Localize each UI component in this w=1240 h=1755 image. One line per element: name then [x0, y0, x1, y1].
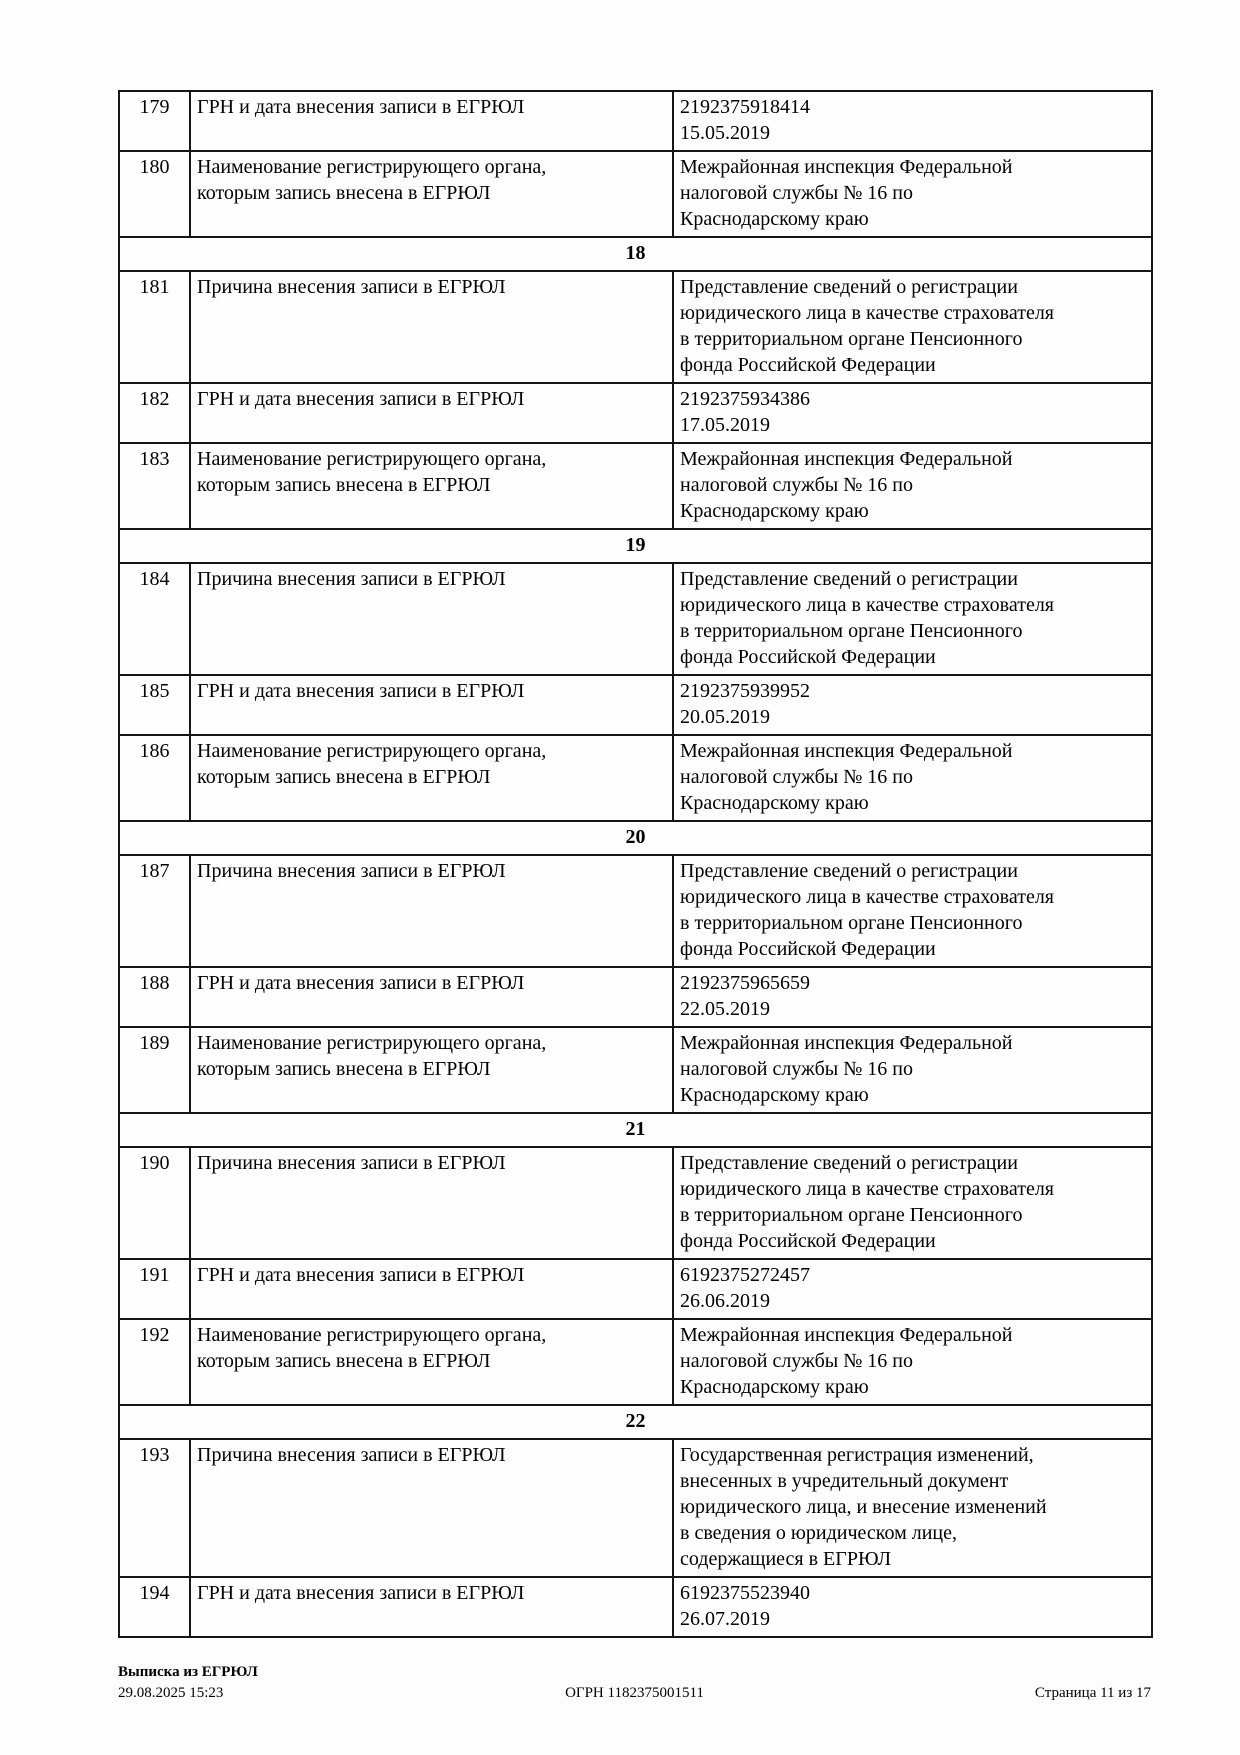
attribute-value-line: налоговой службы № 16 по: [680, 182, 913, 204]
attribute-name-cell: [190, 1259, 673, 1319]
attribute-value-line: фонда Российской Федерации: [680, 354, 936, 376]
attribute-name-line: Наименование регистрирующего органа,: [197, 156, 547, 178]
table-row: [119, 1319, 1152, 1405]
attribute-value-line: 26.07.2019: [680, 1608, 770, 1630]
attribute-value-line: Межрайонная инспекция Федеральной: [680, 156, 1013, 178]
section-number: 22: [119, 1405, 1152, 1439]
row-number: 182: [119, 383, 190, 443]
attribute-name-line: Причина внесения записи в ЕГРЮЛ: [197, 276, 506, 298]
attribute-value-cell: [673, 735, 1152, 821]
section-number: 21: [119, 1113, 1152, 1147]
attribute-name-line: Причина внесения записи в ЕГРЮЛ: [197, 568, 506, 590]
attribute-value-line: в территориальном органе Пенсионного: [680, 328, 1023, 350]
attribute-name-cell: [190, 855, 673, 967]
attribute-value-line: Представление сведений о регистрации: [680, 568, 1018, 590]
attribute-value-line: Государственная регистрация изменений,: [680, 1444, 1034, 1466]
row-number: 188: [119, 967, 190, 1027]
row-number: 185: [119, 675, 190, 735]
section-header-row: [119, 1113, 1152, 1147]
attribute-value-line: в сведения о юридическом лице,: [680, 1522, 957, 1544]
attribute-name-line: Причина внесения записи в ЕГРЮЛ: [197, 1444, 506, 1466]
table-row: [119, 967, 1152, 1027]
row-number: 184: [119, 563, 190, 675]
attribute-value-cell: [673, 675, 1152, 735]
attribute-value-cell: [673, 1027, 1152, 1113]
attribute-value-line: 2192375934386: [680, 388, 810, 410]
attribute-value-line: 22.05.2019: [680, 998, 770, 1020]
attribute-name-line: ГРН и дата внесения записи в ЕГРЮЛ: [197, 1582, 525, 1604]
row-number: 180: [119, 151, 190, 237]
attribute-name-line: Наименование регистрирующего органа,: [197, 448, 547, 470]
row-number: 193: [119, 1439, 190, 1577]
attribute-value-line: Межрайонная инспекция Федеральной: [680, 1324, 1013, 1346]
egrul-records-table: [118, 90, 1153, 1638]
attribute-value-line: 6192375272457: [680, 1264, 810, 1286]
attribute-value-cell: [673, 1147, 1152, 1259]
table-row: [119, 1577, 1152, 1637]
attribute-value-line: содержащиеся в ЕГРЮЛ: [680, 1548, 892, 1570]
attribute-name-cell: [190, 1027, 673, 1113]
attribute-value-line: Краснодарскому краю: [680, 500, 869, 522]
attribute-name-cell: [190, 1439, 673, 1577]
attribute-name-cell: [190, 271, 673, 383]
row-number: 190: [119, 1147, 190, 1259]
attribute-value-line: 15.05.2019: [680, 122, 770, 144]
table-row: [119, 1439, 1152, 1577]
attribute-value-cell: [673, 151, 1152, 237]
attribute-value-line: юридического лица в качестве страхователя: [680, 302, 1055, 324]
attribute-name-line: Причина внесения записи в ЕГРЮЛ: [197, 860, 506, 882]
row-number: 192: [119, 1319, 190, 1405]
section-header-row: [119, 1405, 1152, 1439]
attribute-value-line: Краснодарскому краю: [680, 1376, 869, 1398]
attribute-name-cell: [190, 967, 673, 1027]
attribute-value-line: фонда Российской Федерации: [680, 938, 936, 960]
attribute-name-line: ГРН и дата внесения записи в ЕГРЮЛ: [197, 680, 525, 702]
attribute-name-cell: [190, 443, 673, 529]
table-row: [119, 383, 1152, 443]
attribute-value-cell: [673, 383, 1152, 443]
attribute-value-cell: [673, 1259, 1152, 1319]
section-number: 18: [119, 237, 1152, 271]
table-row: [119, 1147, 1152, 1259]
section-number: 19: [119, 529, 1152, 563]
attribute-value-line: 2192375939952: [680, 680, 810, 702]
attribute-value-line: в территориальном органе Пенсионного: [680, 1204, 1023, 1226]
attribute-value-line: юридического лица, и внесение изменений: [680, 1496, 1047, 1518]
row-number: 189: [119, 1027, 190, 1113]
attribute-name-line: Наименование регистрирующего органа,: [197, 1324, 547, 1346]
attribute-value-cell: [673, 1439, 1152, 1577]
row-number: 191: [119, 1259, 190, 1319]
attribute-name-line: которым запись внесена в ЕГРЮЛ: [197, 474, 491, 496]
attribute-value-line: налоговой службы № 16 по: [680, 1058, 913, 1080]
table-row: [119, 1259, 1152, 1319]
attribute-name-cell: [190, 91, 673, 151]
row-number: 179: [119, 91, 190, 151]
attribute-name-line: Причина внесения записи в ЕГРЮЛ: [197, 1152, 506, 1174]
attribute-name-line: которым запись внесена в ЕГРЮЛ: [197, 1058, 491, 1080]
attribute-value-line: 2192375918414: [680, 96, 810, 118]
attribute-value-line: 6192375523940: [680, 1582, 810, 1604]
attribute-value-cell: [673, 855, 1152, 967]
attribute-name-line: ГРН и дата внесения записи в ЕГРЮЛ: [197, 96, 525, 118]
table-row: [119, 91, 1152, 151]
attribute-name-cell: [190, 1147, 673, 1259]
attribute-value-line: фонда Российской Федерации: [680, 1230, 936, 1252]
footer-generated-datetime: 29.08.2025 15:23: [118, 1685, 224, 1701]
page-footer: [118, 1662, 1151, 1704]
row-number: 183: [119, 443, 190, 529]
row-number: 181: [119, 271, 190, 383]
attribute-name-line: ГРН и дата внесения записи в ЕГРЮЛ: [197, 388, 525, 410]
attribute-value-line: Краснодарскому краю: [680, 208, 869, 230]
attribute-value-cell: [673, 1577, 1152, 1637]
attribute-name-line: которым запись внесена в ЕГРЮЛ: [197, 182, 491, 204]
attribute-value-line: Представление сведений о регистрации: [680, 1152, 1018, 1174]
attribute-value-line: налоговой службы № 16 по: [680, 1350, 913, 1372]
attribute-name-cell: [190, 1319, 673, 1405]
attribute-value-line: 20.05.2019: [680, 706, 770, 728]
attribute-value-line: Представление сведений о регистрации: [680, 860, 1018, 882]
attribute-name-line: Наименование регистрирующего органа,: [197, 740, 547, 762]
attribute-value-line: юридического лица в качестве страхователя: [680, 594, 1055, 616]
attribute-value-line: 26.06.2019: [680, 1290, 770, 1312]
attribute-name-cell: [190, 151, 673, 237]
attribute-value-line: юридического лица в качестве страхователя: [680, 1178, 1055, 1200]
table-row: [119, 151, 1152, 237]
table-row: [119, 563, 1152, 675]
attribute-name-cell: [190, 735, 673, 821]
attribute-value-cell: [673, 563, 1152, 675]
attribute-value-line: Краснодарскому краю: [680, 1084, 869, 1106]
attribute-value-cell: [673, 443, 1152, 529]
footer-doc-title: Выписка из ЕГРЮЛ: [118, 1664, 258, 1680]
table-row: [119, 675, 1152, 735]
row-number: 194: [119, 1577, 190, 1637]
table-row: [119, 443, 1152, 529]
attribute-name-line: ГРН и дата внесения записи в ЕГРЮЛ: [197, 1264, 525, 1286]
row-number: 186: [119, 735, 190, 821]
attribute-value-line: Межрайонная инспекция Федеральной: [680, 448, 1013, 470]
table-row: [119, 855, 1152, 967]
attribute-value-line: 2192375965659: [680, 972, 810, 994]
attribute-value-line: Представление сведений о регистрации: [680, 276, 1018, 298]
attribute-value-line: 17.05.2019: [680, 414, 770, 436]
attribute-value-line: внесенных в учредительный документ: [680, 1470, 1009, 1492]
section-header-row: [119, 821, 1152, 855]
attribute-name-line: ГРН и дата внесения записи в ЕГРЮЛ: [197, 972, 525, 994]
footer-ogrn: ОГРН 1182375001511: [565, 1685, 704, 1701]
attribute-value-cell: [673, 1319, 1152, 1405]
attribute-value-line: юридического лица в качестве страхователя: [680, 886, 1055, 908]
attribute-value-line: налоговой службы № 16 по: [680, 474, 913, 496]
row-number: 187: [119, 855, 190, 967]
attribute-name-line: которым запись внесена в ЕГРЮЛ: [197, 766, 491, 788]
table-row: [119, 271, 1152, 383]
section-header-row: [119, 529, 1152, 563]
attribute-value-line: Межрайонная инспекция Федеральной: [680, 740, 1013, 762]
attribute-name-cell: [190, 1577, 673, 1637]
attribute-value-line: Межрайонная инспекция Федеральной: [680, 1032, 1013, 1054]
attribute-name-cell: [190, 675, 673, 735]
attribute-name-cell: [190, 383, 673, 443]
attribute-value-cell: [673, 91, 1152, 151]
attribute-value-line: Краснодарскому краю: [680, 792, 869, 814]
section-header-row: [119, 237, 1152, 271]
attribute-value-line: фонда Российской Федерации: [680, 646, 936, 668]
section-number: 20: [119, 821, 1152, 855]
attribute-value-line: налоговой службы № 16 по: [680, 766, 913, 788]
attribute-value-cell: [673, 271, 1152, 383]
attribute-name-cell: [190, 563, 673, 675]
table-row: [119, 1027, 1152, 1113]
attribute-value-line: в территориальном органе Пенсионного: [680, 912, 1023, 934]
table-row: [119, 735, 1152, 821]
footer-page-number: Страница 11 из 17: [1034, 1685, 1151, 1701]
attribute-value-cell: [673, 967, 1152, 1027]
attribute-name-line: которым запись внесена в ЕГРЮЛ: [197, 1350, 491, 1372]
attribute-name-line: Наименование регистрирующего органа,: [197, 1032, 547, 1054]
attribute-value-line: в территориальном органе Пенсионного: [680, 620, 1023, 642]
